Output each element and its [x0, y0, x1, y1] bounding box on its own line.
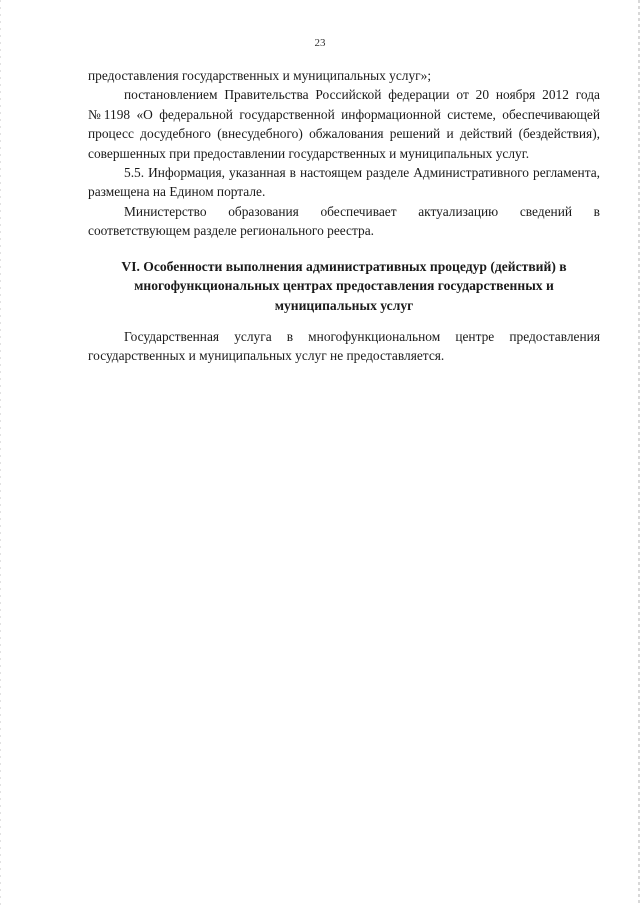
paragraph-5-5: 5.5. Информация, указанная в настоящем разделе Административного регламента, размещена на Едином портале.	[88, 165, 600, 200]
scan-edge-left	[0, 0, 1, 905]
paragraph-government-decree: постановлением Правительства Российской федерации от 20 ноября 2012 года №1198 «О федеральной государственной информационной системе, обеспечивающей процесс досудебного (внесудебного) обжалования решений и действий (бездействия), совершенных при предоставлении государственных и муниципальных услуг.	[88, 87, 600, 161]
page-number: 23	[314, 37, 326, 49]
body-text	[88, 66, 600, 241]
paragraph-ministry: Министерство образования обеспечивает актуализацию сведений в соответствующем разделе регионального реестра.	[88, 203, 600, 239]
paragraph-mfc: Государственная услуга в многофункциональном центре предоставления государственных и муниципальных услуг не предоставляется.	[88, 329, 600, 364]
section-heading: VI. Особенности выполнения административных процедур (действий) в многофункциональных центрах предоставления государственных и муниципальных услуг	[121, 259, 567, 313]
closing-section	[88, 327, 600, 366]
paragraph-continuation: предоставления государственных и муниципальных услуг»;	[88, 68, 432, 83]
